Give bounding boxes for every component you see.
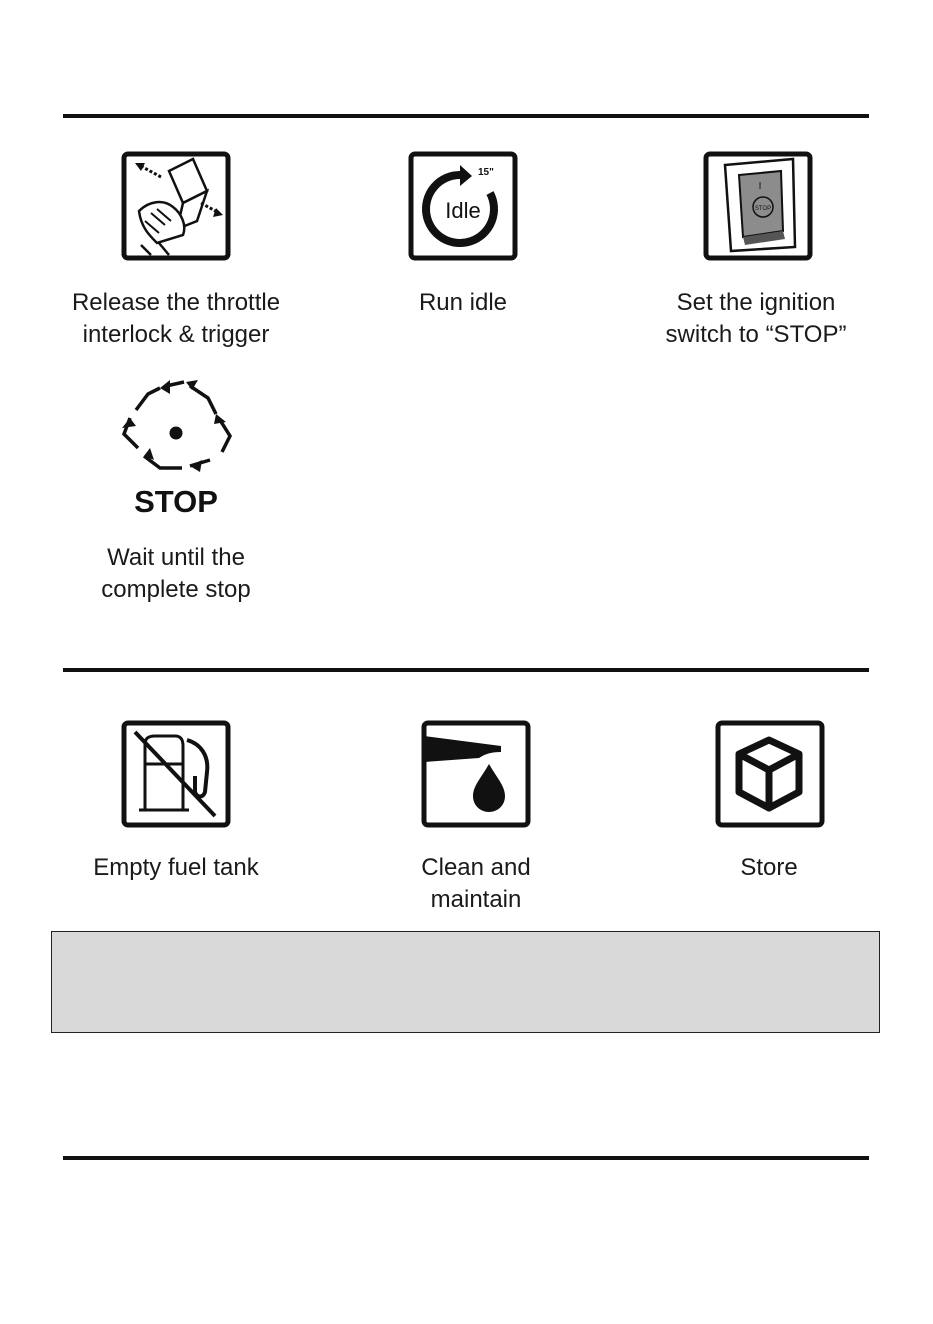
step-wait-stop-caption: Wait until the complete stop <box>101 544 251 603</box>
step-ignition-stop-caption: Set the ignition switch to “STOP” <box>665 289 847 348</box>
svg-text:I: I <box>758 181 762 192</box>
svg-text:STOP: STOP <box>134 484 218 519</box>
svg-text:STOP: STOP <box>754 206 772 212</box>
svg-text:15": 15" <box>478 167 494 178</box>
step-run-idle-caption: Run idle <box>418 289 508 316</box>
step-empty-fuel-caption: Empty fuel tank <box>93 854 259 881</box>
oil-drop-icon <box>421 720 531 828</box>
step-clean-maintain-caption: Clean and maintain <box>421 854 531 913</box>
no-fuel-pump-icon <box>121 720 231 828</box>
idle-timer-icon <box>408 151 518 261</box>
bottom-divider <box>63 1156 869 1160</box>
step-store-caption: Store <box>740 854 798 881</box>
rotating-stop-icon <box>116 378 236 520</box>
step-release-throttle-caption: Release the throttle interlock & trigger <box>71 289 281 348</box>
ignition-switch-icon <box>703 151 813 261</box>
svg-text:Idle: Idle <box>445 198 481 223</box>
top-divider <box>63 114 869 118</box>
note-panel <box>51 931 880 1033</box>
middle-divider <box>63 668 869 672</box>
storage-box-icon <box>715 720 825 828</box>
throttle-hand-icon <box>121 151 231 261</box>
